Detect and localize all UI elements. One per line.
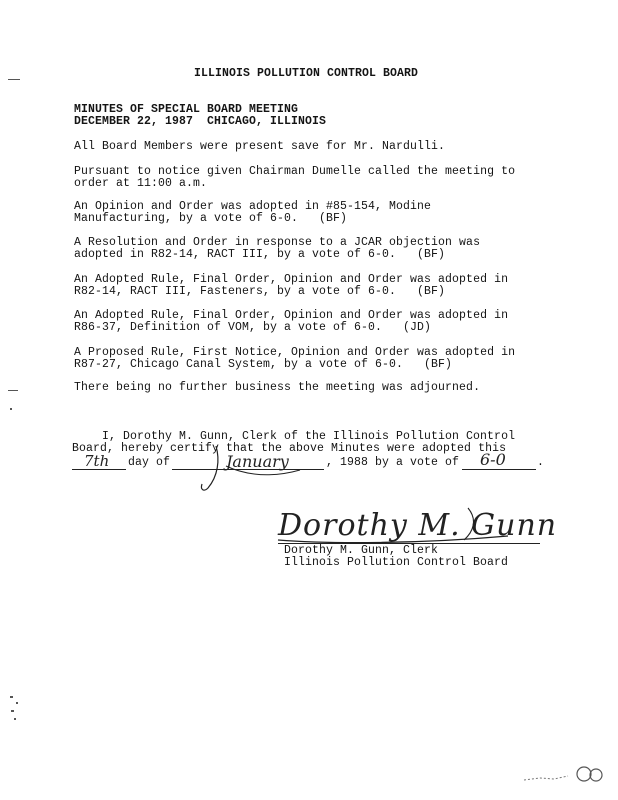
handwriting-flourish — [196, 440, 306, 496]
certification-line-2: Board, hereby certify that the above Minutes were adopted this — [72, 442, 507, 455]
scan-mark — [10, 696, 13, 698]
handwritten-day: 7th — [84, 452, 110, 470]
clerk-name-title: Dorothy M. Gunn, Clerk — [284, 544, 439, 557]
call-to-order-line-2: order at 11:00 a.m. — [74, 177, 208, 190]
document-stamp-mark — [520, 764, 606, 786]
scan-mark — [14, 718, 16, 720]
clerk-organization: Illinois Pollution Control Board — [284, 556, 509, 569]
handwritten-month: January — [226, 452, 289, 471]
call-to-order-line-1: Pursuant to notice given Chairman Dumelle called the meeting to — [74, 165, 516, 178]
canal-item-line-2: R87-27, Chicago Canal System, by a vote of 6-0. (BF) — [74, 358, 453, 371]
vom-item-line-1: An Adopted Rule, Final Order, Opinion and Order was adopted in — [74, 309, 509, 322]
handwritten-vote: 6-0 — [480, 450, 506, 469]
fasteners-item-line-2: R82-14, RACT III, Fasteners, by a vote of 6-0. (BF) — [74, 285, 446, 298]
scan-mark — [16, 702, 18, 704]
modine-item-line-2: Manufacturing, by a vote of 6-0. (BF) — [74, 212, 348, 225]
adjournment-paragraph: There being no further business the meeting was adjourned. — [74, 381, 481, 394]
vom-item-line-2: R86-37, Definition of VOM, by a vote of 6-0. (JD) — [74, 321, 432, 334]
jcar-item-line-1: A Resolution and Order in response to a JCAR objection was — [74, 236, 481, 249]
certification-end: . — [537, 456, 545, 469]
certification-year-vote: , 1988 by a vote of — [326, 456, 460, 469]
modine-item-line-1: An Opinion and Order was adopted in #85-154, Modine — [74, 200, 432, 213]
board-title: ILLINOIS POLLUTION CONTROL BOARD — [194, 67, 419, 80]
scan-mark — [8, 390, 18, 391]
minutes-title: MINUTES OF SPECIAL BOARD MEETING — [74, 103, 299, 116]
fasteners-item-line-1: An Adopted Rule, Final Order, Opinion and Order was adopted in — [74, 273, 509, 286]
scan-mark — [11, 710, 14, 712]
meeting-date-location: DECEMBER 22, 1987 CHICAGO, ILLINOIS — [74, 115, 327, 128]
scan-mark — [10, 408, 12, 410]
certification-line-1: I, Dorothy M. Gunn, Clerk of the Illinois Pollution Control — [102, 430, 516, 443]
canal-item-line-1: A Proposed Rule, First Notice, Opinion and Order was adopted in — [74, 346, 516, 359]
attendance-paragraph: All Board Members were present save for Mr. Nardulli. — [74, 140, 446, 153]
jcar-item-line-2: adopted in R82-14, RACT III, by a vote of 6-0. (BF) — [74, 248, 446, 261]
vote-blank — [462, 469, 536, 470]
clerk-signature: Dorothy M. Gunn — [278, 508, 558, 543]
scan-mark — [8, 79, 20, 80]
certification-day-label: day of — [128, 456, 171, 469]
